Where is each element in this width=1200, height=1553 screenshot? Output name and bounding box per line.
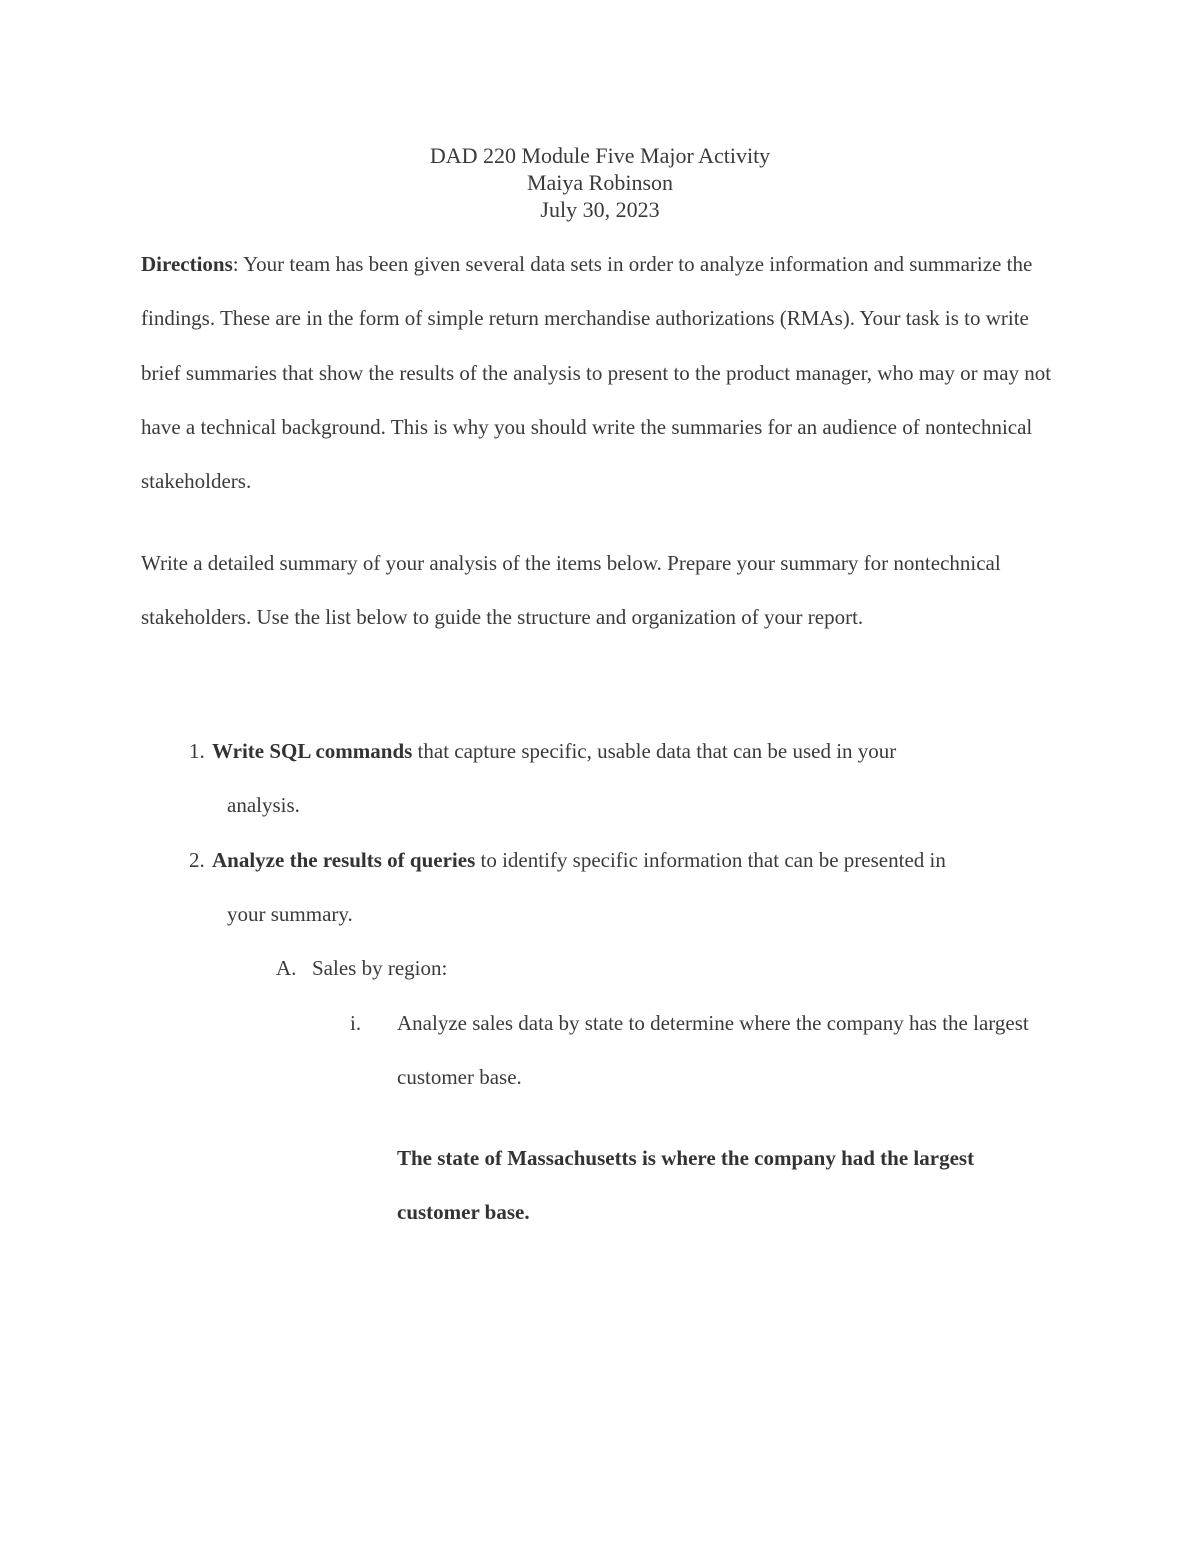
sublist-i-text: Analyze sales data by state to determine where the company has the largest customer base. [397, 1011, 1029, 1090]
document-title: DAD 220 Module Five Major Activity [429, 143, 771, 168]
list-item-continuation: analysis. [227, 793, 300, 818]
list-item-bold: Write SQL commands [212, 739, 413, 763]
list-item-continuation: your summary. [227, 902, 353, 927]
list-number: 2. [189, 848, 205, 872]
list-number: 1. [189, 739, 205, 763]
list-item-2 [189, 833, 1049, 942]
roman-numeral: i. [350, 1011, 362, 1035]
list-item-text: that capture specific, usable data that can be used in your [412, 739, 897, 763]
answer-text: The state of Massachusetts is where the company had the largest customer base. [397, 1146, 975, 1225]
list-item-1 [189, 724, 1049, 833]
author-name: Maiya Robinson [526, 170, 674, 195]
sublist-item-a [276, 941, 447, 995]
directions-text: : Your team has been given several data sets in order to analyze information and summarize the findings. These are in the form of simple return merchandise authorizations (RMAs). Your task is to write brief summaries that show the results of the analysis to present to the product manager, who may or may not have a technical background. This is why you should write the summaries for an audience of nontechnical stakeholders. [141, 252, 1052, 494]
sublist-letter: A. [276, 956, 297, 980]
directions-paragraph [141, 237, 1061, 508]
directions-label: Directions [141, 252, 233, 276]
sublist-item-i [350, 996, 1050, 1105]
instructions-paragraph: Write a detailed summary of your analysis of the items below. Prepare your summary for nontechnical stakeholders. Use the list below to guide the structure and organization of your report. [141, 551, 1001, 630]
document-header [0, 142, 1200, 223]
list-item-text: to identify specific information that can be presented in [475, 848, 946, 872]
list-item-bold: Analyze the results of queries [212, 848, 476, 872]
sublist-text: Sales by region: [312, 956, 448, 980]
document-date: July 30, 2023 [540, 197, 660, 222]
